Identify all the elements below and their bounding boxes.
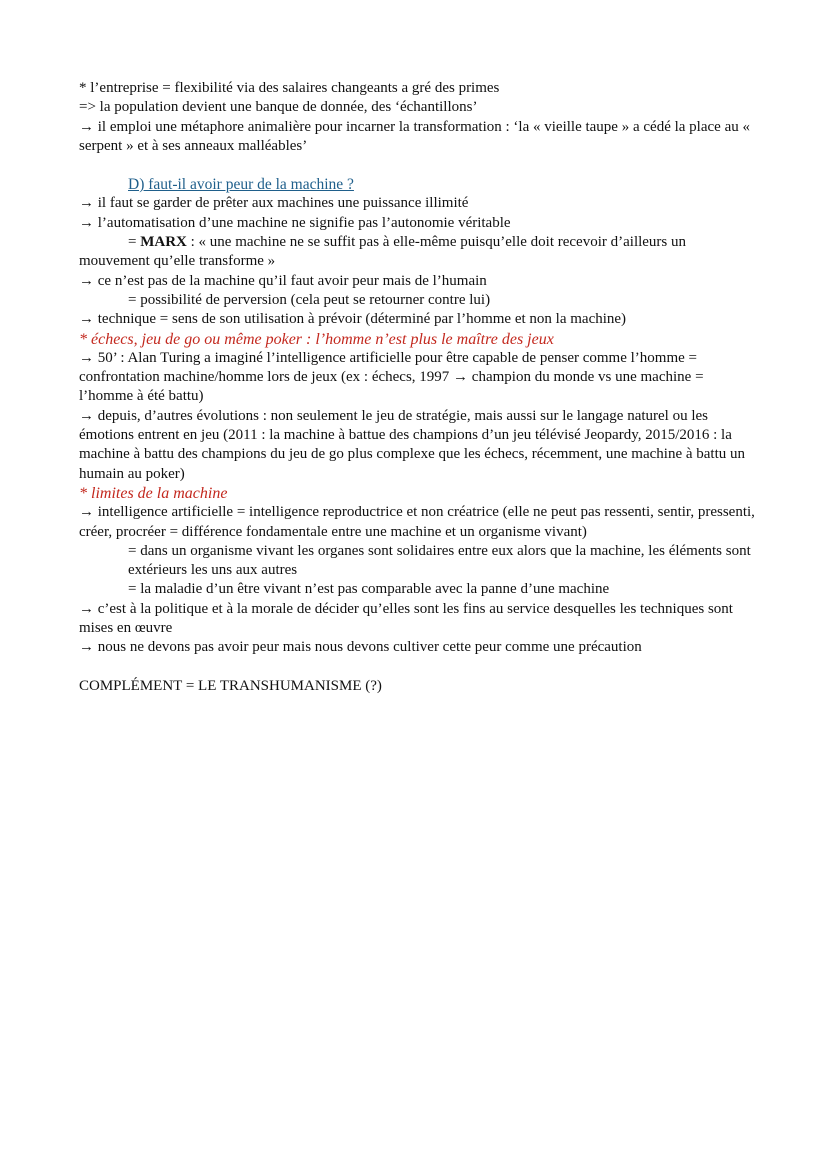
subsection-title: * limites de la machine bbox=[79, 484, 228, 502]
text-line: → il faut se garder de prêter aux machines une puissance illimité bbox=[79, 195, 469, 212]
document-body bbox=[79, 79, 759, 696]
text-line: → depuis, d’autres évolutions : non seulement le jeu de stratégie, mais aussi sur le langage naturel ou les émotions entrent en jeu (2011 : la machine à battue des champions d’un jeu télévisé Jeopardy, 2015/2016 : la machine à battu des champions du jeu de go plus complexe que les échecs, récemment, une machine à battu un humain au poker) bbox=[79, 407, 746, 482]
spacer bbox=[79, 658, 759, 677]
text-line: → intelligence artificielle = intelligence reproductrice et non créatrice (elle ne peut pas ressenti, sentir, pressenti, créer, procréer = différence fondamentale entre une machine et un organisme vivant) bbox=[79, 504, 755, 540]
text-line: = dans un organisme vivant les organes sont solidaires entre eux alors que la machine, les éléments sont extérieurs les uns aux autres bbox=[128, 542, 751, 579]
text-line: → l’automatisation d’une machine ne signifie pas l’autonomie véritable bbox=[79, 214, 511, 231]
text-line: * l’entreprise = flexibilité via des salaires changeants a gré des primes bbox=[79, 80, 500, 96]
marx-name: MARX bbox=[140, 234, 187, 251]
text-line: → c’est à la politique et à la morale de décider qu’elles sont les fins au service desquelles les techniques sont mises en œuvre bbox=[79, 600, 733, 637]
text-line: → nous ne devons pas avoir peur mais nous devons cultiver cette peur comme une précaution bbox=[79, 639, 642, 656]
text-line: → 50’ : Alan Turing a imaginé l’intelligence artificielle pour être capable de penser comme l’homme = confrontation machine/homme lors de jeux (ex : échecs, 1997 → champion du monde vs une machine = l’homme à été battu) bbox=[79, 349, 704, 405]
marx-text: : « une machine ne se suffit pas à elle-même puisqu’elle doit recevoir d’ailleurs un mouvement qu’elle transforme » bbox=[79, 234, 687, 270]
text-line: = possibilité de perversion (cela peut se retourner contre lui) bbox=[128, 291, 491, 308]
subsection-title: * échecs, jeu de go ou même poker : l’homme n’est plus le maître des jeux bbox=[79, 330, 554, 348]
text-line: → il emploi une métaphore animalière pour incarner la transformation : ‘la « vieille taupe » a cédé la place au « serpent » et à ses anneaux malléables’ bbox=[79, 118, 750, 154]
complement-line: COMPLÉMENT = LE TRANSHUMANISME (?) bbox=[79, 677, 382, 694]
section-heading: D) faut-il avoir peur de la machine ? bbox=[128, 176, 354, 194]
text-line: → technique = sens de son utilisation à prévoir (déterminé par l’homme et non la machine) bbox=[79, 311, 627, 328]
text-line: = la maladie d’un être vivant n’est pas comparable avec la panne d’une machine bbox=[128, 581, 610, 598]
marx-quote bbox=[79, 233, 759, 272]
text-line: → ce n’est pas de la machine qu’il faut avoir peur mais de l’humain bbox=[79, 272, 487, 289]
text-line: => la population devient une banque de donnée, des ‘échantillons’ bbox=[79, 99, 478, 116]
marx-prefix: = bbox=[128, 234, 141, 251]
